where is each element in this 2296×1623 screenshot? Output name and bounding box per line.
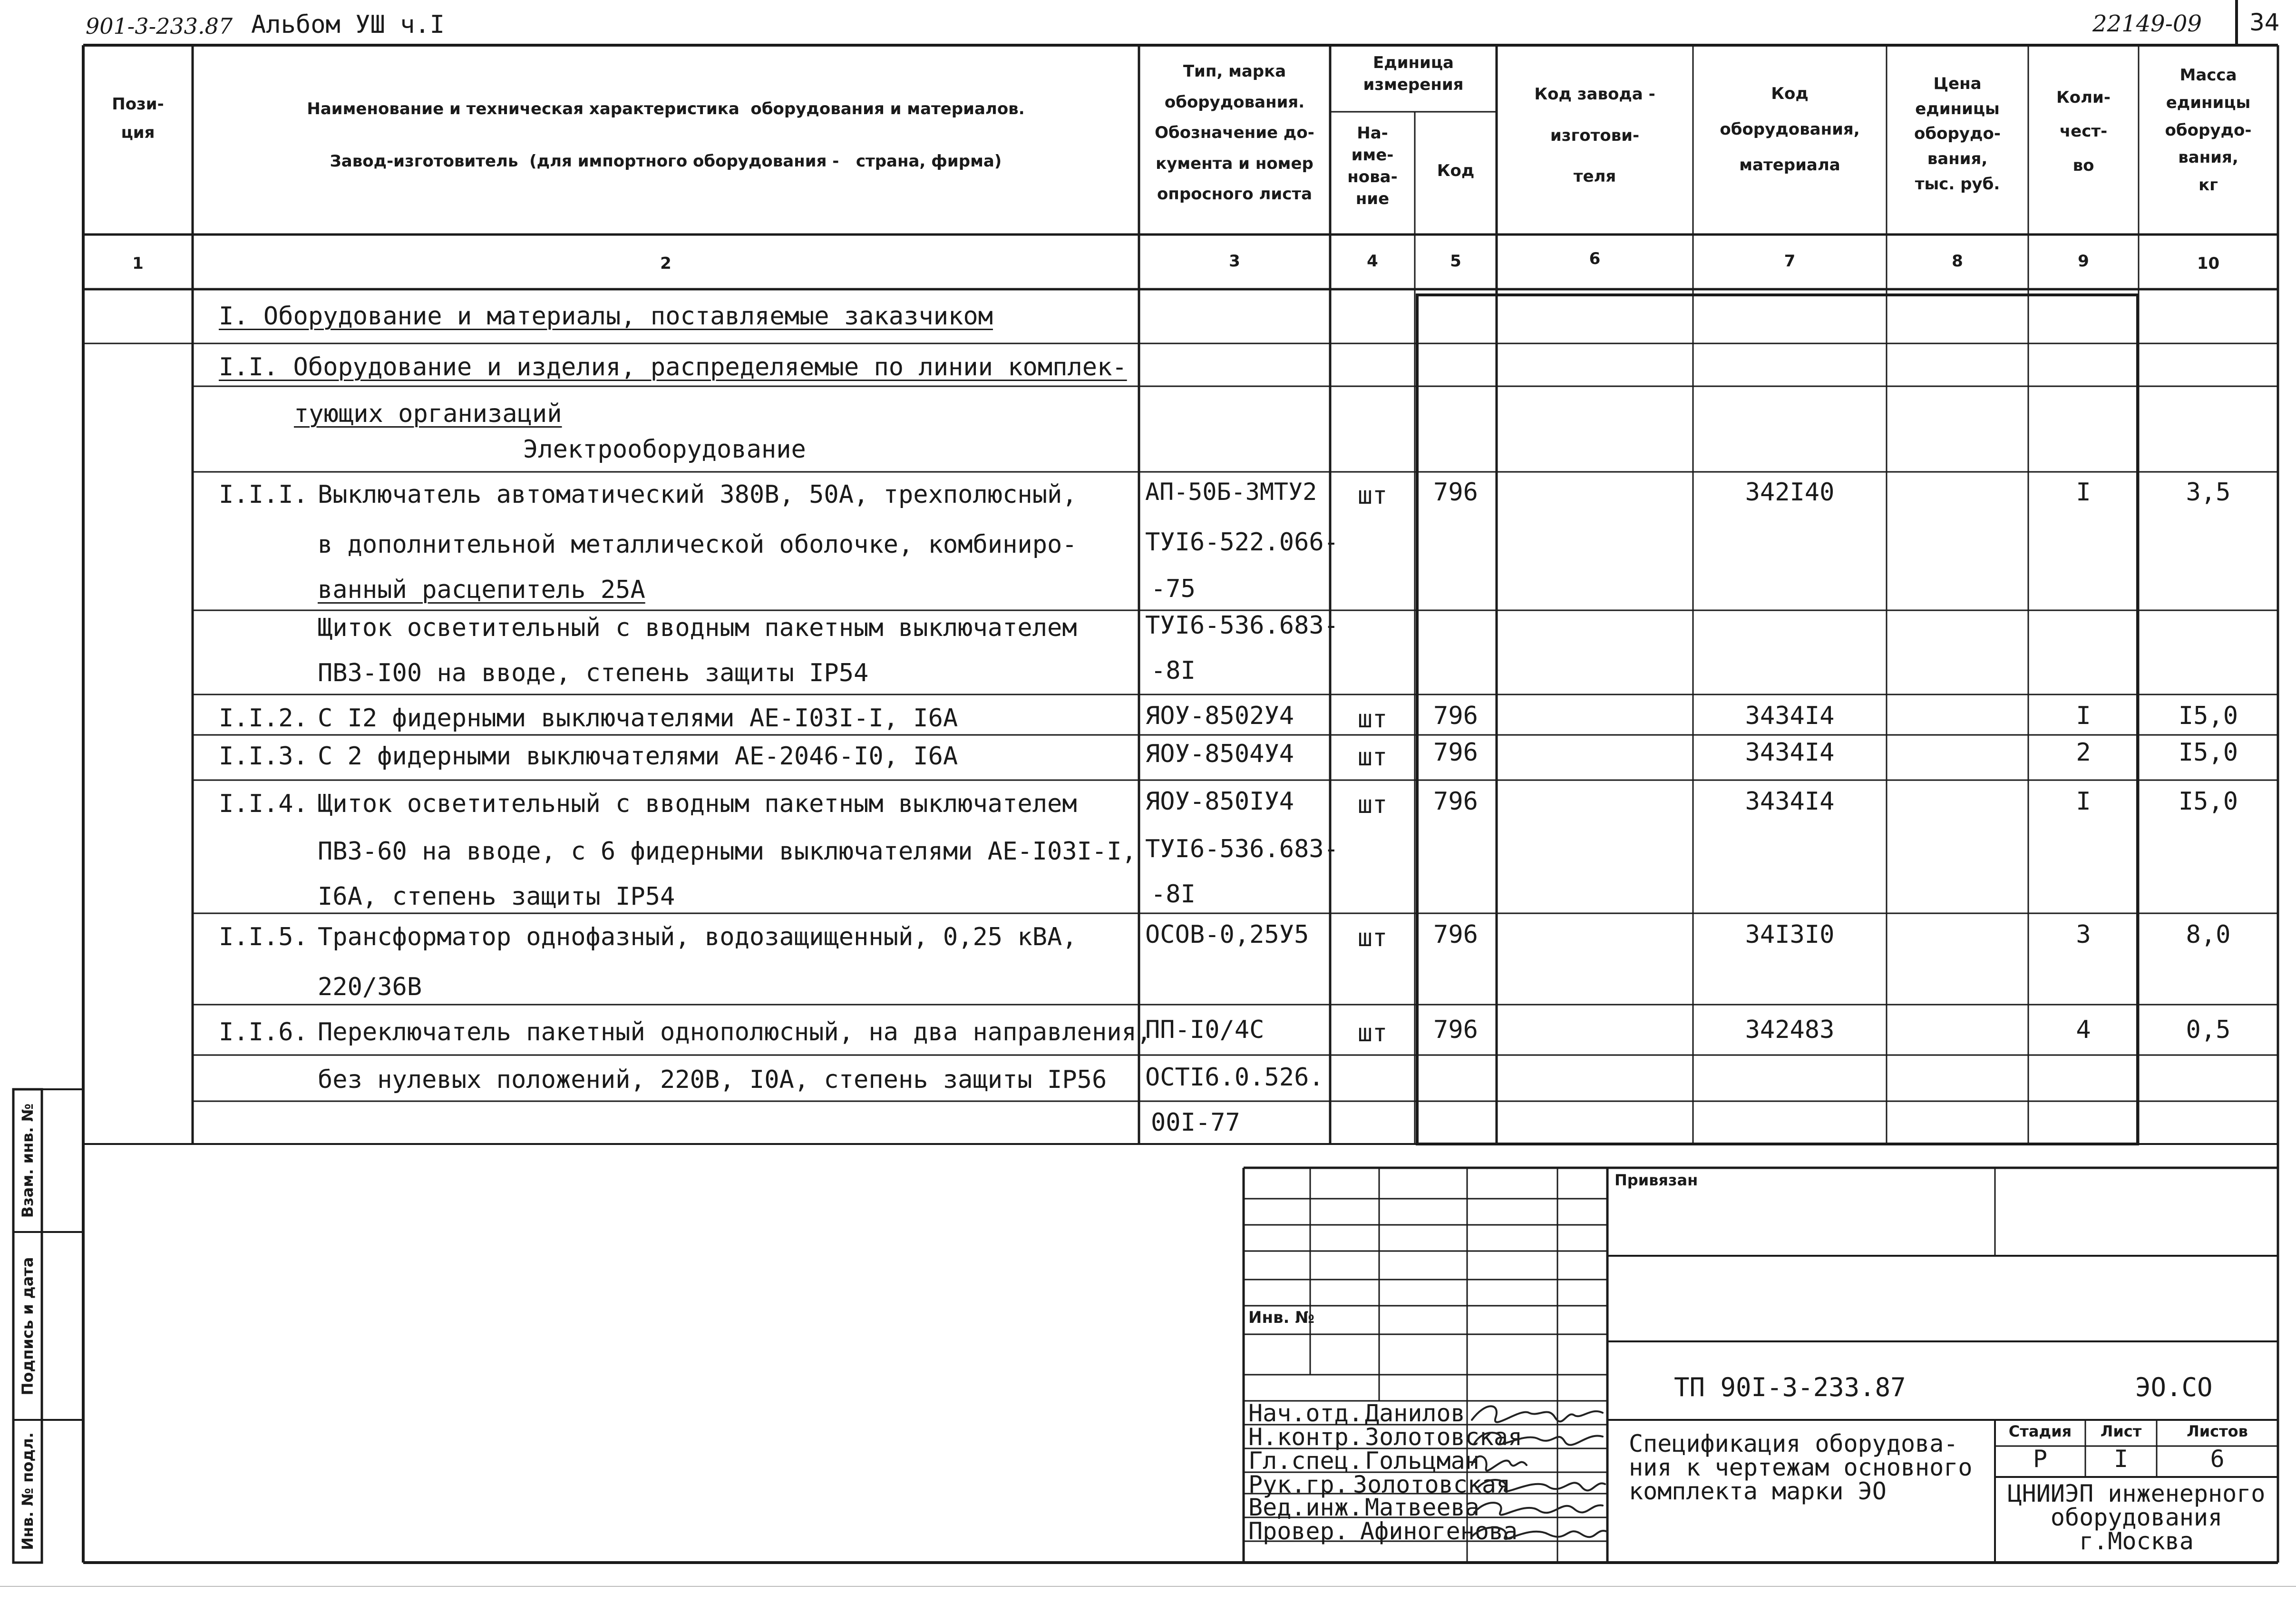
page-number: 34 [2249, 9, 2280, 36]
item-description: I6А, степень защиты IP54 [318, 882, 675, 911]
unit-name: шт [1357, 743, 1388, 772]
equipment-code: 342483 [1745, 1016, 1835, 1044]
item-doc: -8I [1151, 880, 1196, 909]
quantity: 3 [2076, 920, 2091, 949]
item-mark: ОСОВ-0,25У5 [1145, 920, 1309, 949]
item-doc: ОСТI6.0.526. [1145, 1063, 1324, 1092]
col-number: 3 [1229, 252, 1240, 271]
item-name: С I2 фидерными выключателями АЕ-I03I-I, I6А [318, 704, 958, 733]
item-mark: АП-50Б-3МТУ2 [1145, 478, 1317, 506]
signature-name: Данилов [1365, 1399, 1465, 1427]
col-unit-code-header: Код [1437, 161, 1475, 180]
col-number: 1 [132, 254, 144, 273]
item-description: в дополнительной металлической оболочке, комбиниро- [318, 530, 1077, 559]
col-number: 8 [1952, 252, 1963, 271]
signature-role: Н.контр. [1248, 1423, 1363, 1451]
col-price-header: Цена единицы оборудо- вания, тыс. руб. [1914, 74, 2001, 194]
unit-name: шт [1357, 1019, 1388, 1047]
item-name: Переключатель пакетный однополюсный, на два направления, [318, 1018, 1152, 1046]
col-unit-name-header: На- име- нова- ние [1347, 124, 1398, 208]
col-name-header: Наименование и техническая характеристика оборудования и материалов. [307, 99, 1025, 118]
position-number: I.I.4. [219, 790, 308, 818]
item-doc: -8I [1151, 656, 1196, 685]
item-name: С 2 фидерными выключателями АЕ-2046-I0, I6А [318, 742, 958, 771]
position-number: I.I.5. [219, 923, 308, 951]
col-mass-header: Масса единицы оборудо- вания, кг [2165, 66, 2252, 195]
sheets-value: 6 [2210, 1445, 2225, 1473]
item-description: 220/36В [318, 973, 422, 1001]
equipment-code: 3434I4 [1745, 787, 1835, 816]
unit-code: 796 [1433, 702, 1478, 730]
quantity: I [2076, 702, 2091, 730]
margin-label-original-inv: Инв. № подл. [19, 1432, 37, 1550]
unit-mass: 0,5 [2186, 1016, 2231, 1044]
item-doc: ТУI6-536.683- [1145, 835, 1339, 863]
col-type-header: Тип, марка оборудования. Обозначение до- кумента и номер опросного листа [1155, 62, 1314, 204]
signature-role: Провер. [1248, 1517, 1349, 1545]
group-heading: Электрооборудование [523, 435, 806, 464]
unit-mass: I5,0 [2178, 787, 2238, 816]
col-equipment-code-header: Код оборудования, материала [1720, 84, 1860, 175]
equipment-code: 342I40 [1745, 478, 1835, 507]
col-number: 9 [2078, 252, 2089, 271]
item-name: Выключатель автоматический 380В, 50А, трехполюсный, [318, 480, 1077, 509]
unit-name: шт [1357, 924, 1388, 952]
section-heading: I.I. Оборудование и изделия, распределяемые по линии комплек- [219, 353, 1127, 381]
item-description: ванный расцепитель 25А [318, 576, 645, 604]
item-doc: -75 [1151, 575, 1196, 603]
handwritten-code: 901-3-233.87 [86, 13, 233, 39]
section-heading: I. Оборудование и материалы, поставляемые заказчиком [219, 302, 993, 331]
item-description: Щиток осветительный с вводным пакетным выключателем [318, 614, 1077, 642]
quantity: I [2076, 787, 2091, 816]
position-number: I.I.I. [219, 480, 308, 509]
signature-name: Гольцман [1365, 1447, 1479, 1475]
section-heading: тующих организаций [294, 400, 562, 428]
unit-code: 796 [1433, 787, 1478, 816]
signature-name: Золотовская [1365, 1423, 1523, 1451]
col-position-header: Пози- ция [112, 95, 164, 142]
attached-label: Привязан [1615, 1171, 1698, 1189]
quantity: 2 [2076, 738, 2091, 767]
item-description: без нулевых положений, 220В, I0А, степень защиты IP56 [318, 1066, 1107, 1094]
sheets-label: Листов [2187, 1422, 2248, 1440]
unit-code: 796 [1433, 738, 1478, 767]
col-unit-header: Единица измерения [1363, 53, 1464, 94]
item-name: Трансформатор однофазный, водозащищенный, 0,25 кВА, [318, 923, 1077, 951]
signature-name: Афиногенова [1360, 1517, 1518, 1545]
quantity: 4 [2076, 1016, 2091, 1044]
stage-label: Стадия [2008, 1422, 2072, 1440]
unit-mass: I5,0 [2178, 738, 2238, 767]
unit-mass: I5,0 [2178, 702, 2238, 730]
col-plant-code-header: Код завода - изготови- теля [1534, 85, 1655, 186]
signature-role: Нач.отд. [1248, 1399, 1363, 1427]
position-number: I.I.3. [219, 742, 308, 771]
document-number: ТП 90I-3-233.87 [1674, 1372, 1906, 1402]
inventory-number-label: Инв. № [1248, 1308, 1315, 1327]
handwritten-signatures [1467, 1398, 1610, 1563]
equipment-code: 3434I4 [1745, 702, 1835, 730]
unit-name: шт [1357, 705, 1388, 733]
signature-role: Рук.гр. [1248, 1471, 1349, 1498]
document-mark: ЭО.СО [2135, 1372, 2213, 1402]
unit-code: 796 [1433, 478, 1478, 507]
unit-code: 796 [1433, 920, 1478, 949]
item-description: ПВ3-I00 на вводе, степень защиты IP54 [318, 659, 869, 687]
col-manufacturer-header: Завод-изготовитель (для импортного оборудования - страна, фирма) [330, 152, 1002, 171]
equipment-code: 34I3I0 [1745, 920, 1835, 949]
item-mark: ПП-I0/4С [1145, 1016, 1265, 1044]
col-quantity-header: Коли- чест- во [2056, 88, 2111, 175]
item-doc: ТУI6-536.683- [1145, 611, 1339, 640]
stage-value: Р [2033, 1445, 2048, 1473]
equipment-code: 3434I4 [1745, 738, 1835, 767]
sheet-value: I [2113, 1445, 2129, 1473]
document-title: Спецификация оборудова- ния к чертежам основного комплекта марки ЭО [1629, 1430, 1973, 1505]
album-label: Альбом УШ ч.I [251, 10, 445, 39]
item-mark: ЯОУ-8502У4 [1145, 702, 1294, 730]
col-number: 5 [1450, 252, 1461, 271]
position-number: I.I.6. [219, 1018, 308, 1046]
sheet-label: Лист [2100, 1422, 2142, 1440]
item-mark: ЯОУ-8504У4 [1145, 740, 1294, 768]
signature-name: Матвеева [1365, 1494, 1479, 1521]
item-name: Щиток осветительный с вводным пакетным выключателем [318, 790, 1077, 818]
position-number: I.I.2. [219, 704, 308, 733]
organization: ЦНИИЭП инженерного оборудования г.Москва [2007, 1480, 2266, 1555]
margin-label-replaced-inv: Взам. инв. № [19, 1103, 37, 1218]
unit-code: 796 [1433, 1016, 1478, 1044]
unit-name: шт [1357, 791, 1388, 819]
signature-name: Золотовская [1353, 1471, 1511, 1498]
unit-name: шт [1357, 481, 1388, 510]
col-number: 6 [1589, 249, 1601, 268]
item-doc: ТУI6-522.066- [1145, 528, 1339, 557]
item-mark: ЯОУ-850IУ4 [1145, 787, 1294, 816]
quantity: I [2076, 478, 2091, 507]
document-code: 22149-09 [2092, 10, 2202, 37]
unit-mass: 8,0 [2186, 920, 2231, 949]
col-number: 7 [1784, 252, 1796, 271]
signature-role: Гл.спец. [1248, 1447, 1363, 1475]
unit-mass: 3,5 [2186, 478, 2231, 507]
col-number: 4 [1367, 252, 1378, 271]
item-doc: 00I-77 [1151, 1108, 1240, 1137]
signature-role: Вед.инж. [1248, 1494, 1363, 1521]
item-description: ПВ3-60 на вводе, с 6 фидерными выключателями АЕ-I03I-I, [318, 837, 1137, 866]
col-number: 2 [660, 254, 671, 273]
margin-label-signature-date: Подпись и дата [19, 1257, 37, 1396]
col-number: 10 [2197, 254, 2220, 273]
